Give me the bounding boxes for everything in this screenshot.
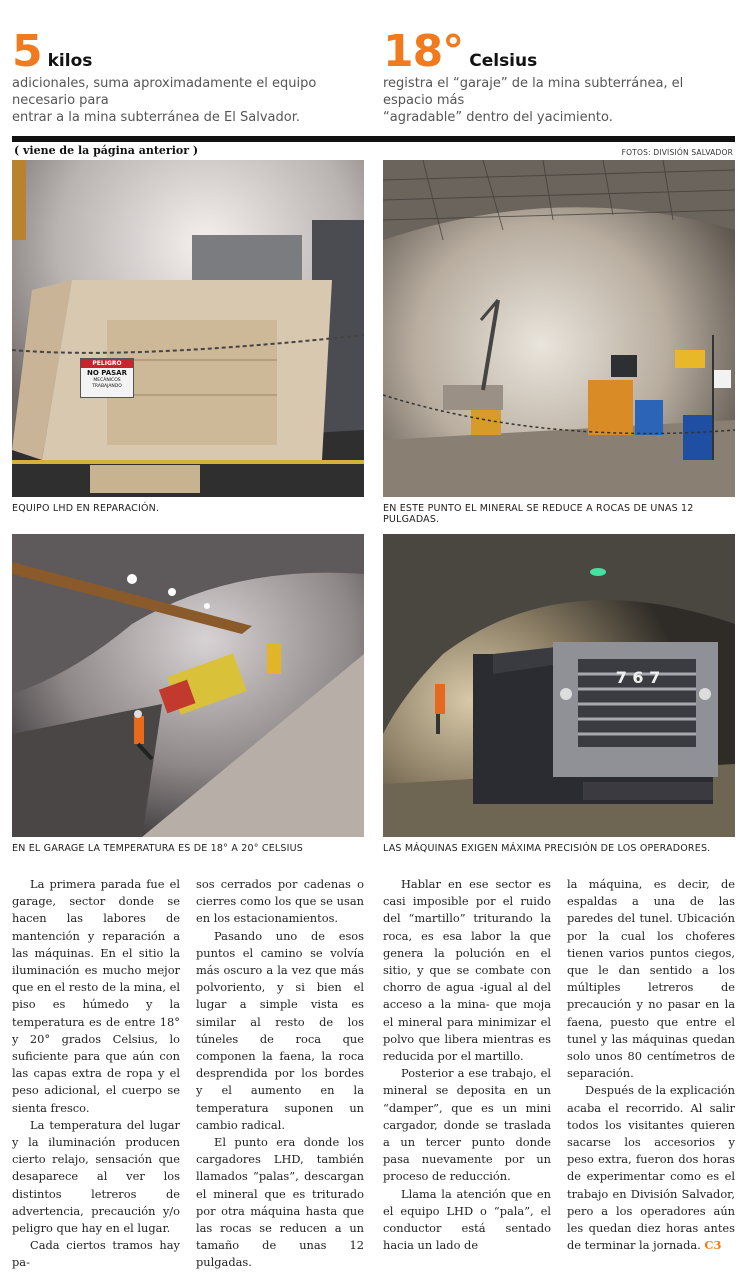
article-column-3 (383, 876, 551, 1254)
article-paragraph-text: Después de la explicación acaba el recorrido. Al salir todos los visitantes quieren sacarse los accesorios y peso extra, fueron dos horas de experimentar como es el trabajo en División Salvador, pero a los operadores aún les quedan diez horas antes de terminar la jornada. (567, 1083, 735, 1253)
photo-lhd-repair (12, 160, 364, 497)
article-column-2 (196, 876, 364, 1272)
photo-garage-tunnel (12, 534, 364, 837)
stat-weight-unit: kilos (47, 51, 93, 71)
photo-crushing-point (383, 160, 735, 497)
article-column-4 (567, 876, 735, 1254)
article-paragraph: sos cerrados por cadenas o cierres como los que se usan en los estacionamientos. (196, 877, 364, 926)
danger-sign-main: NO PASAR (86, 369, 127, 377)
article-paragraph: La temperatura del lugar y la iluminación producen cierto relajo, sensación que desaparece al ver los distintos letreros de advertencia, precaución y/o peligro que hay en el lugar. (12, 1117, 180, 1236)
danger-sign (80, 358, 134, 398)
article-paragraph: Posterior a ese trabajo, el mineral se deposita en un “damper”, que es un mini cargador, donde se traslada a un tercer punto donde pasa nuevamente por un proceso de reducción. (383, 1066, 551, 1184)
article-paragraph: la máquina, es decir, de espaldas a una de las paredes del tunel. Ubicación por la cual los choferes tienen varios puntos ciegos, que le dan sentido a los múltiples letreros de precaución y no pasar en la faena, puesto que entre el tunel y las máquinas quedan solo unos 80 centímetros de separación. (567, 877, 735, 1081)
stat-temperature-number: 18° (383, 26, 464, 77)
article-column-1 (12, 876, 180, 1272)
photo-caption: EN ESTE PUNTO EL MINERAL SE REDUCE A ROCAS DE UNAS 12 PULGADAS. (383, 503, 694, 525)
article-paragraph (567, 1082, 735, 1254)
article-paragraph: Llama la atención que en el equipo LHD o “pala”, el conductor está sentado hacia un lado de (383, 1186, 551, 1253)
danger-sign-sub: MECÁNICOS (93, 378, 121, 383)
stat-weight-description-line: adicionales, suma aproximadamente el equipo necesario para (12, 76, 317, 108)
vehicle-number: 7 6 7 (615, 668, 661, 687)
danger-sign-sub: TRABAJANDO (92, 384, 122, 389)
stat-weight-description-line: entrar a la mina subterránea de El Salvador. (12, 110, 300, 125)
stat-weight-number: 5 (12, 26, 42, 77)
section-divider (12, 136, 735, 142)
photo-loader-767 (383, 534, 735, 837)
photo-credit: FOTOS: DIVISIÓN SALVADOR (621, 148, 733, 157)
end-mark: C3 (704, 1238, 722, 1253)
stat-temperature-description-line: registra el “garaje” de la mina subterránea, el espacio más (383, 76, 684, 108)
stat-weight-description (12, 75, 372, 126)
article-paragraph: El punto era donde los cargadores LHD, también llamados “palas”, descargan el mineral que es triturado por otra máquina hasta que las rocas se reducen a un tamaño de unas 12 pulgadas. (196, 1135, 364, 1270)
stat-temperature (383, 26, 733, 126)
article-paragraph: La primera parada fue el garage, sector donde se hacen las labores de mantención y reparación a las máquinas. En el sitio la iluminación es mucho mejor que en el resto de la mina, el piso es húmedo y la temperatura es de entre 18° y 20° grados Celsius, lo suficiente para que aún con las capas extra de ropa y el peso adicional, el cuerpo se sienta fresco. (12, 877, 180, 1115)
stat-temperature-unit: Celsius (469, 51, 538, 71)
stat-temperature-description (383, 75, 733, 126)
danger-sign-header: PELIGRO (81, 359, 133, 368)
article-paragraph: Pasando uno de esos puntos el camino se volvía más oscuro a la vez que más polvoriento, y si bien el lugar a simple vista es similar al resto de los túneles de roca que componen la faena, la roca desprendida por los bordes y el aumento en la temperatura suponen un cambio radical. (196, 928, 364, 1132)
photo-caption: LAS MÁQUINAS EXIGEN MÁXIMA PRECISIÓN DE LOS OPERADORES. (383, 843, 711, 854)
stat-temperature-description-line: “agradable” dentro del yacimiento. (383, 110, 613, 125)
article-paragraph: Cada ciertos tramos hay pa- (12, 1238, 180, 1270)
article-paragraph: Hablar en ese sector es casi imposible por el ruido del “martillo” triturando la roca, es esa labor la que genera la polución en el sitio, y que se combate con chorro de agua -igual al del acceso a la mina- que moja el mineral para minimizar el polvo que libera mientras es reducida por el martillo. (383, 877, 551, 1064)
photo-caption: EN EL GARAGE LA TEMPERATURA ES DE 18° A 20° CELSIUS (12, 843, 304, 854)
continued-from-note: ( viene de la página anterior ) (14, 144, 199, 157)
stat-weight (12, 26, 372, 126)
photo-caption: EQUIPO LHD EN REPARACIÓN. (12, 503, 160, 514)
